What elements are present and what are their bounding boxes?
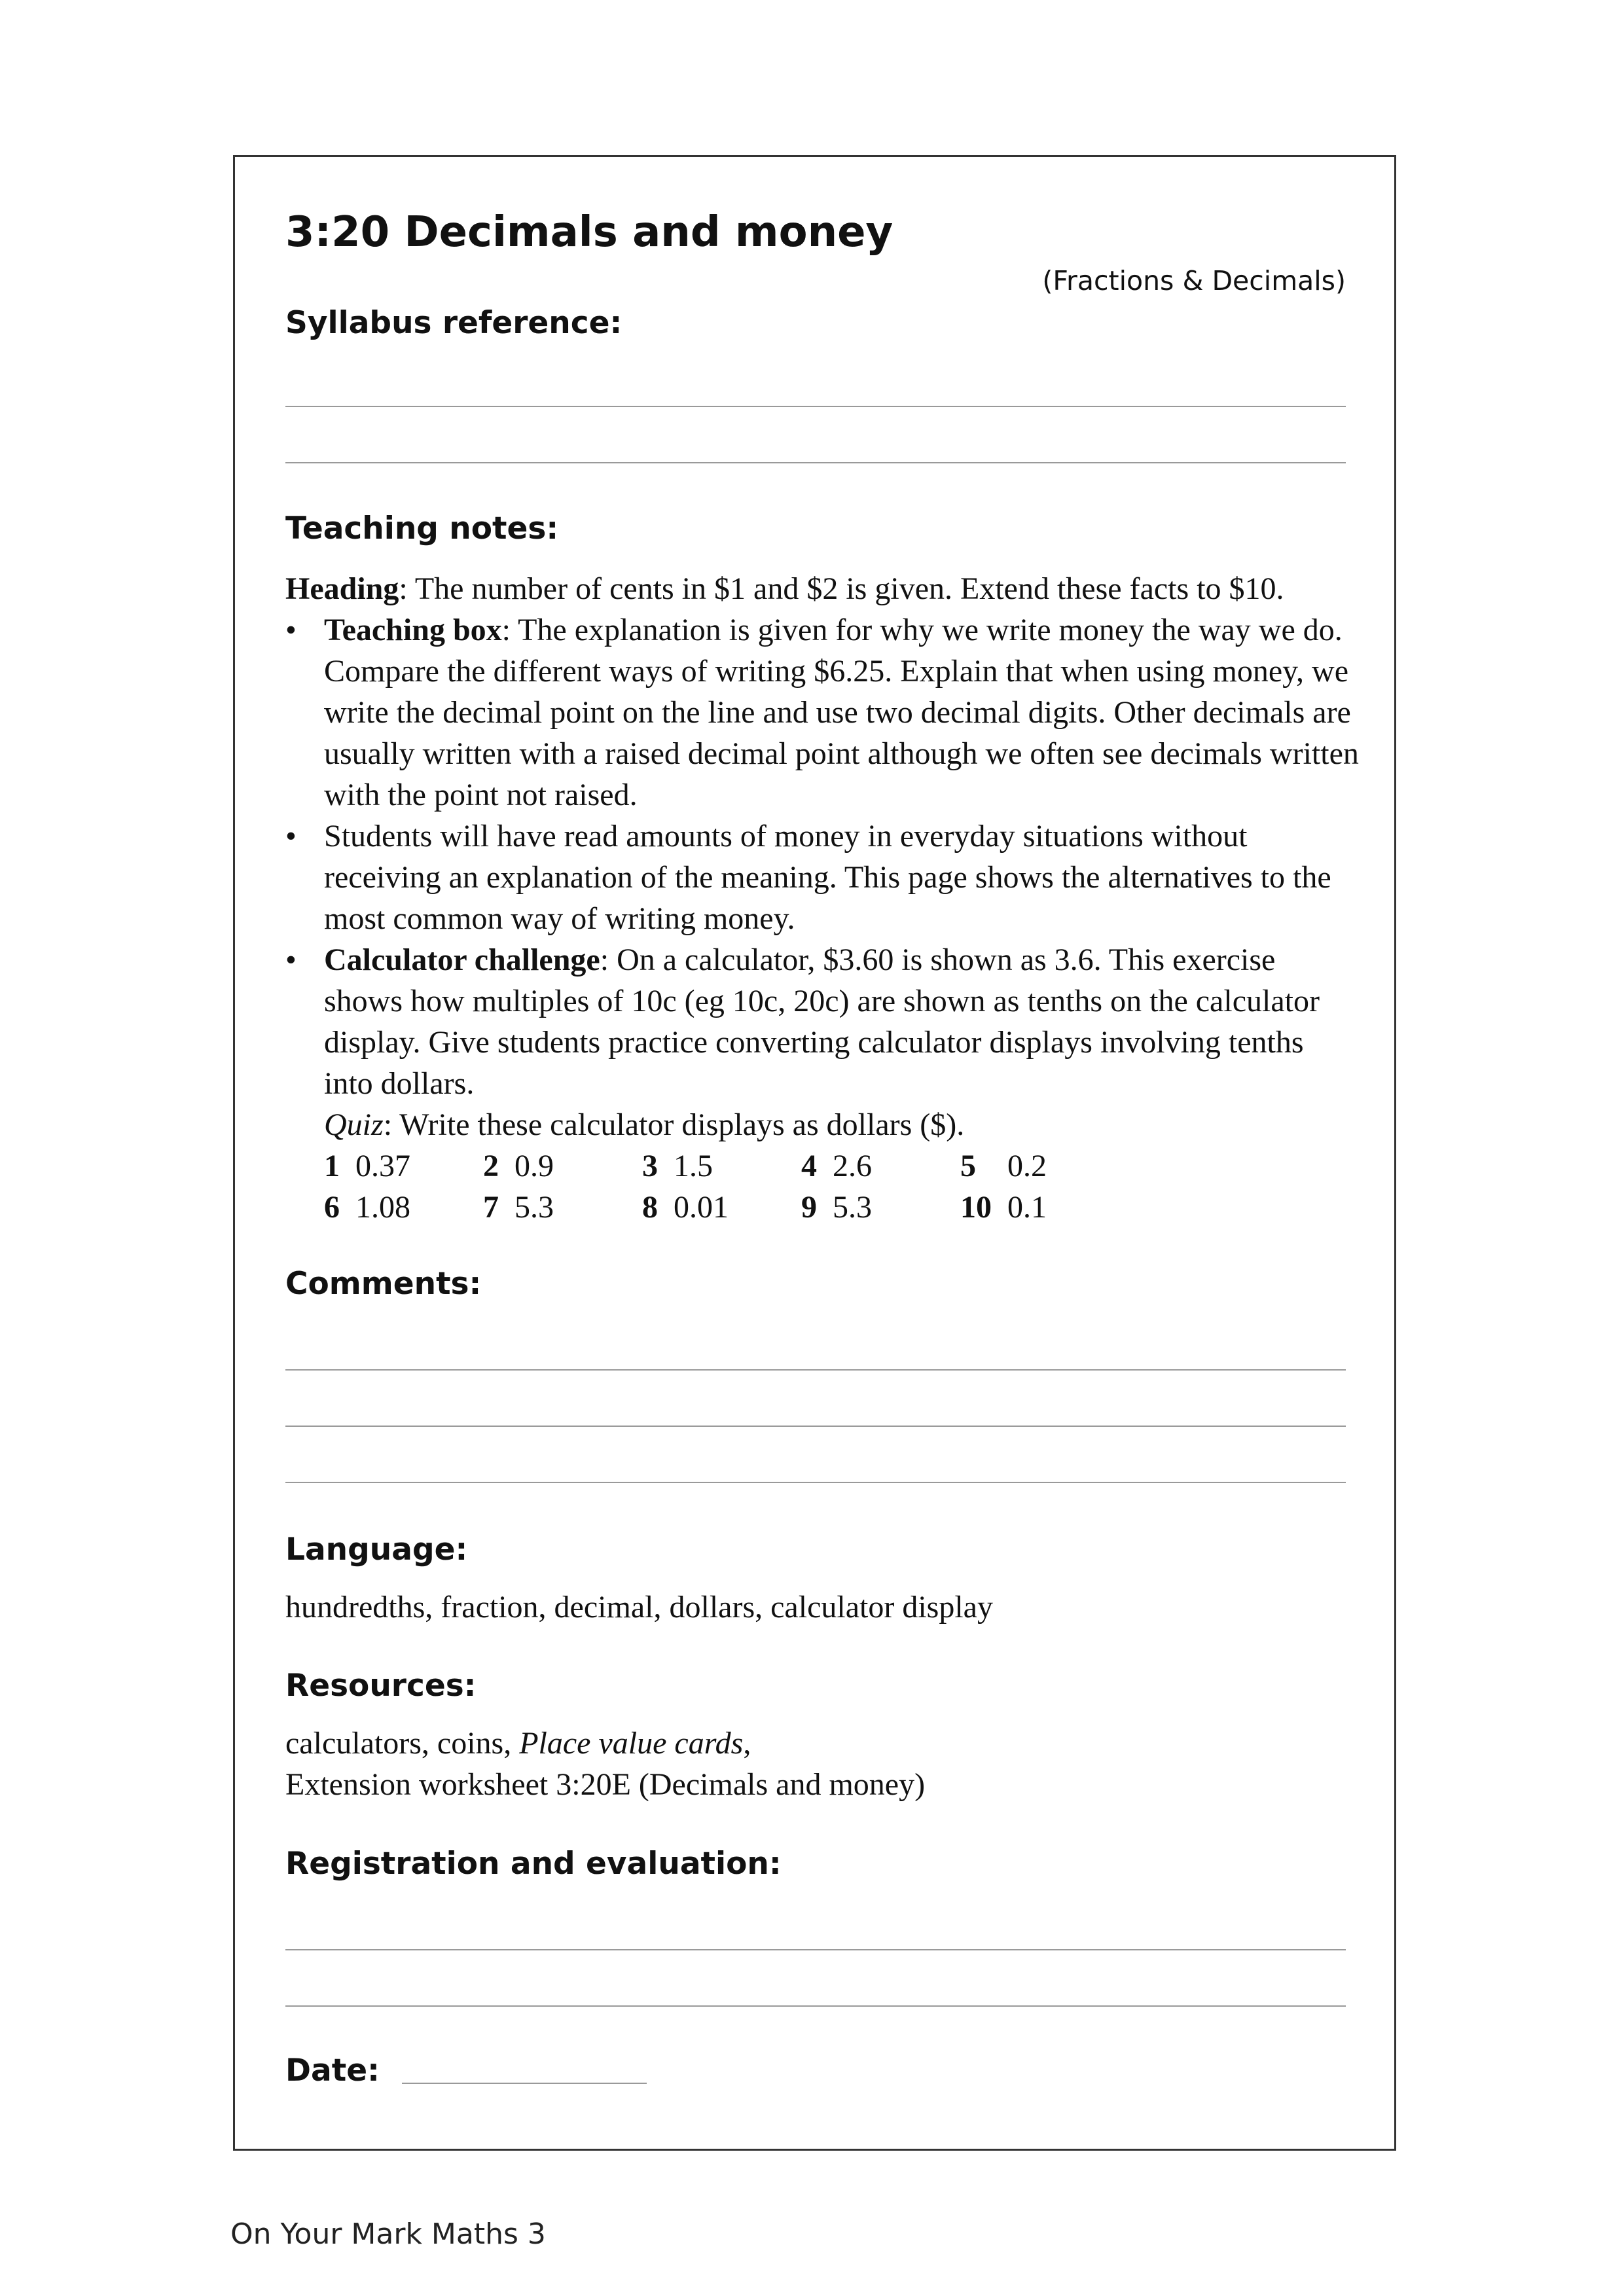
quiz-value: 0.01: [674, 1190, 729, 1225]
resources-heading: Resources:: [285, 1668, 477, 1704]
quiz-value: 1.08: [355, 1190, 410, 1225]
comments-line-3: [285, 1482, 1346, 1483]
list-item: [285, 609, 1359, 816]
page-title: 3:20 Decimals and money: [285, 208, 893, 257]
resources-plain: calculators, coins,: [285, 1726, 520, 1761]
quiz-item: [801, 1187, 960, 1228]
quiz-item: [801, 1145, 960, 1187]
quiz-value: 1.5: [674, 1149, 713, 1183]
resources-text: [285, 1723, 1359, 1805]
footer-text: On Your Mark Maths 3: [230, 2217, 546, 2251]
quiz-value: 0.2: [1007, 1149, 1047, 1183]
quiz-item: [642, 1187, 801, 1228]
quiz-item: [960, 1145, 1119, 1187]
quiz-value: 0.37: [355, 1149, 410, 1183]
bullet-glyph: •: [285, 942, 297, 977]
quiz-item: [324, 1187, 483, 1228]
list-item: [285, 939, 1359, 1228]
quiz-number: 10: [960, 1190, 992, 1225]
heading-note-label: Heading: [285, 571, 399, 606]
comments-line-1: [285, 1369, 1346, 1371]
quiz-value: 0.9: [514, 1149, 554, 1183]
registration-heading: Registration and evaluation:: [285, 1846, 782, 1882]
bullet-text: : On a calculator, $3.60 is shown as 3.6. This exercise shows how multiples of 10c (eg 10c, 20c) are shown as tenths on the calculator display. Give students practice converting calculator displays involving tenths into dollars.: [324, 942, 1320, 1101]
registration-line-2: [285, 2005, 1346, 2007]
list-item: [285, 816, 1359, 939]
quiz-number: 6: [324, 1190, 340, 1225]
quiz-item: [324, 1145, 483, 1187]
date-line: [402, 2083, 647, 2084]
resources-italic: Place value cards: [519, 1726, 744, 1761]
quiz-value: 2.6: [833, 1149, 872, 1183]
bullet-text: Students will have read amounts of money in everyday situations without receiving an explanation of the meaning. This page shows the alternatives to the most common way of writing money.: [324, 819, 1331, 936]
teaching-notes-body: [285, 568, 1359, 1228]
language-text: hundredths, fraction, decimal, dollars, calculator display: [285, 1590, 993, 1624]
quiz-instruction-text: : Write these calculator displays as dollars ($).: [383, 1107, 965, 1142]
comments-heading: Comments:: [285, 1266, 482, 1302]
teaching-notes-list: [285, 609, 1359, 1228]
category-label: (Fractions & Decimals): [1042, 265, 1346, 296]
language-heading: Language:: [285, 1532, 468, 1568]
quiz-item: [483, 1187, 642, 1228]
quiz-value: 5.3: [833, 1190, 872, 1225]
quiz-item: [642, 1145, 801, 1187]
bullet-glyph: •: [285, 819, 297, 853]
quiz-number: 8: [642, 1190, 658, 1225]
quiz-number: 3: [642, 1149, 658, 1183]
bullet-label: Calculator challenge: [324, 942, 600, 977]
syllabus-line-2: [285, 462, 1346, 463]
comments-line-2: [285, 1426, 1346, 1427]
teaching-notes-heading: Teaching notes:: [285, 511, 559, 547]
quiz-grid: [324, 1145, 1359, 1228]
quiz-value: 5.3: [514, 1190, 554, 1225]
quiz-label: Quiz: [324, 1107, 384, 1142]
heading-note-text: : The number of cents in $1 and $2 is given. Extend these facts to $10.: [399, 571, 1284, 606]
quiz-item: [483, 1145, 642, 1187]
resources-comma: ,: [743, 1726, 751, 1761]
registration-line-1: [285, 1949, 1346, 1950]
resources-line-2: Extension worksheet 3:20E (Decimals and money): [285, 1767, 926, 1802]
quiz-number: 9: [801, 1190, 817, 1225]
quiz-number: 2: [483, 1149, 499, 1183]
quiz-item: [960, 1187, 1119, 1228]
resources-line-1: [285, 1723, 1359, 1764]
quiz-instruction: [324, 1104, 1359, 1145]
syllabus-heading: Syllabus reference:: [285, 305, 623, 341]
heading-note: [285, 568, 1359, 609]
bullet-text: : The explanation is given for why we write money the way we do. Compare the different ways of writing $6.25. Explain that when using money, we write the decimal point on the line and use two decimal digits. Other decimals are usually written with a raised decimal point although we often see decimals written with the point not raised.: [324, 613, 1359, 812]
quiz-value: 0.1: [1007, 1190, 1047, 1225]
quiz-number: 7: [483, 1190, 499, 1225]
bullet-glyph: •: [285, 613, 297, 647]
date-label: Date:: [285, 2053, 380, 2089]
quiz-number: 5: [960, 1149, 976, 1183]
quiz-number: 4: [801, 1149, 817, 1183]
syllabus-line-1: [285, 406, 1346, 407]
bullet-label: Teaching box: [324, 613, 502, 647]
quiz-number: 1: [324, 1149, 340, 1183]
